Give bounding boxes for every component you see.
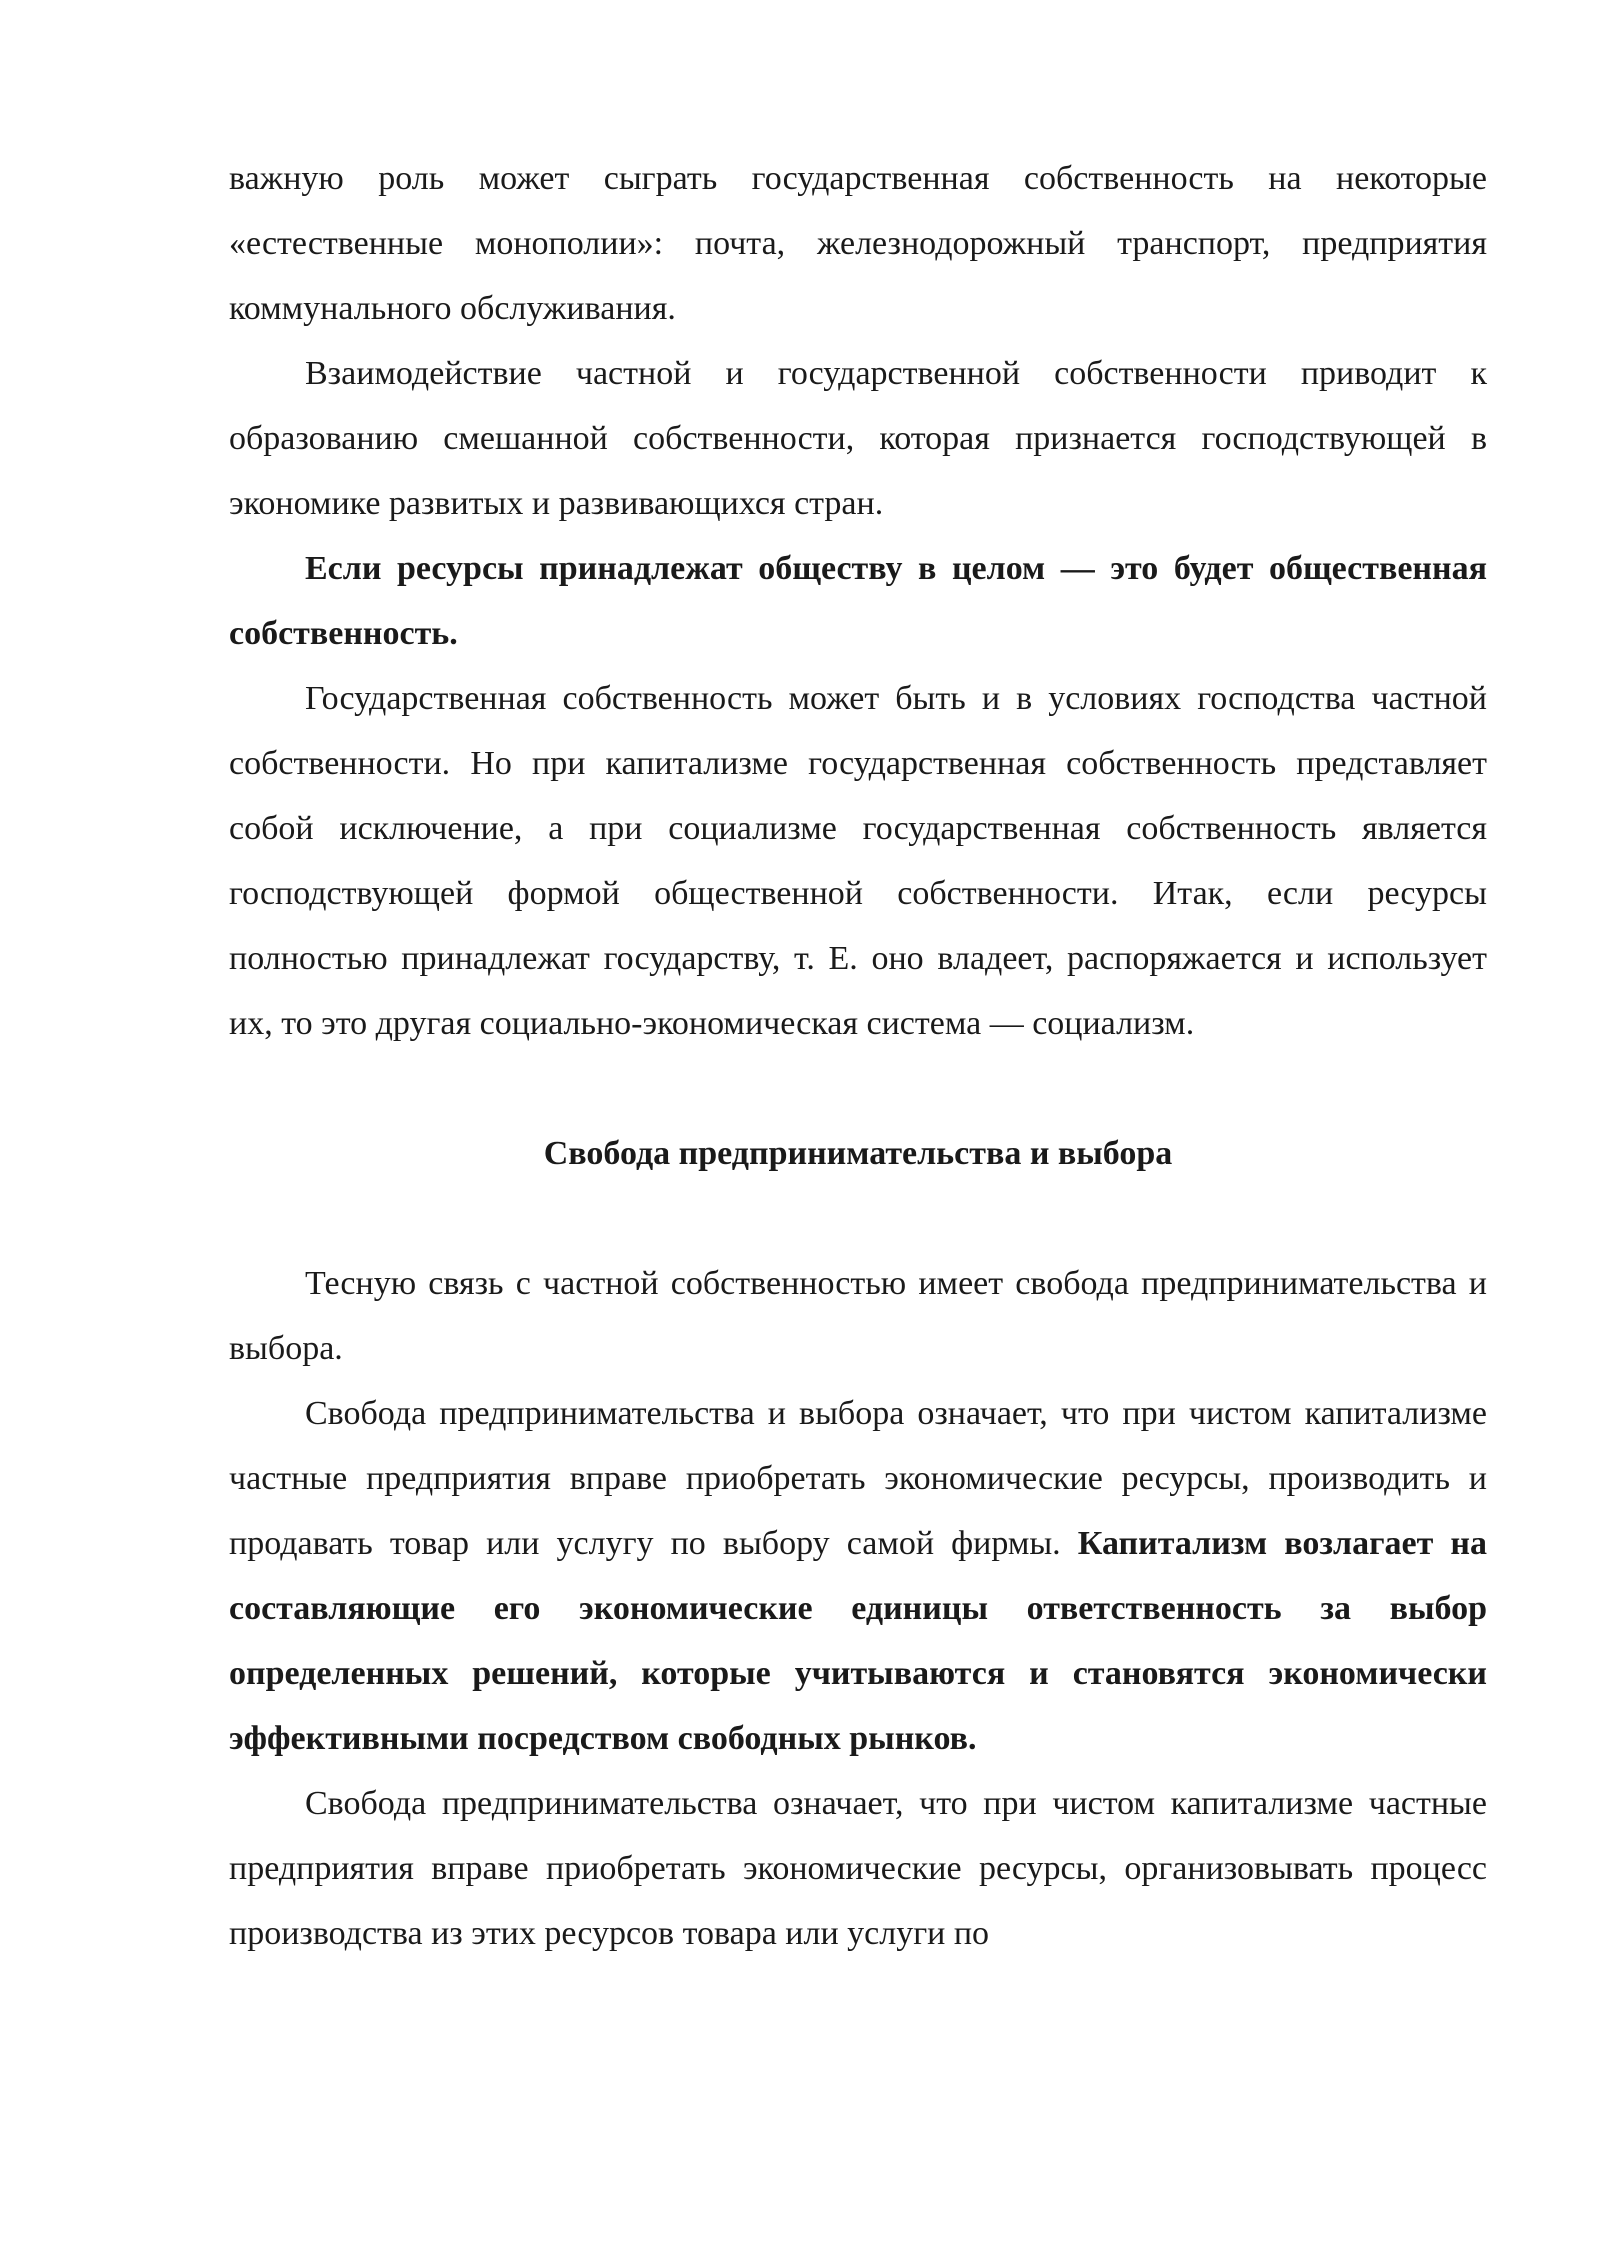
paragraph-5: Тесную связь с частной собственностью имеет свобода предпринимательства и выбора. xyxy=(229,1265,1487,1367)
paragraph-6-text: Свобода предпринимательства и выбора означает, что при чистом капитализме частные предприятия вправе приобретать экономические ресурсы, производить и продавать товар или услугу по выбору самой фирмы. xyxy=(229,1395,1487,1562)
paragraph-3-bold: Если ресурсы принадлежат обществу в целом — это будет общественная собственность. xyxy=(229,550,1487,652)
document-body xyxy=(229,146,1487,1966)
paragraph-6-bold-text: Капитализм возлагает на составляющие его экономические единицы ответственность за выбор определенных решений, которые учитываются и становятся экономически эффективными посредством свободных рынков. xyxy=(229,1525,1488,1757)
paragraph-1: важную роль может сыграть государственная собственность на некоторые «естественные монополии»: почта, железнодорожный транспорт, предприятия коммунального обслуживания. xyxy=(229,160,1487,327)
paragraph-6 xyxy=(229,1381,1487,1771)
paragraph-2: Взаимодействие частной и государственной собственности приводит к образованию смешанной собственности, которая признается господствующей в экономике развитых и развивающихся стран. xyxy=(229,355,1487,522)
paragraph-4: Государственная собственность может быть и в условиях господства частной собственности. Но при капитализме государственная собственность представляет собой исключение, а при социализме государственная собственность является господствующей формой общественной собственности. Итак, если ресурсы полностью принадлежат государству, т. Е. оно владеет, распоряжается и использует их, то это другая социально-экономическая система — социализм. xyxy=(229,680,1487,1042)
paragraph-7: Свобода предпринимательства означает, что при чистом капитализме частные предприятия вправе приобретать экономические ресурсы, организовывать процесс производства из этих ресурсов товара или услуги по xyxy=(229,1785,1487,1952)
section-heading: Свобода предпринимательства и выбора xyxy=(543,1135,1173,1172)
